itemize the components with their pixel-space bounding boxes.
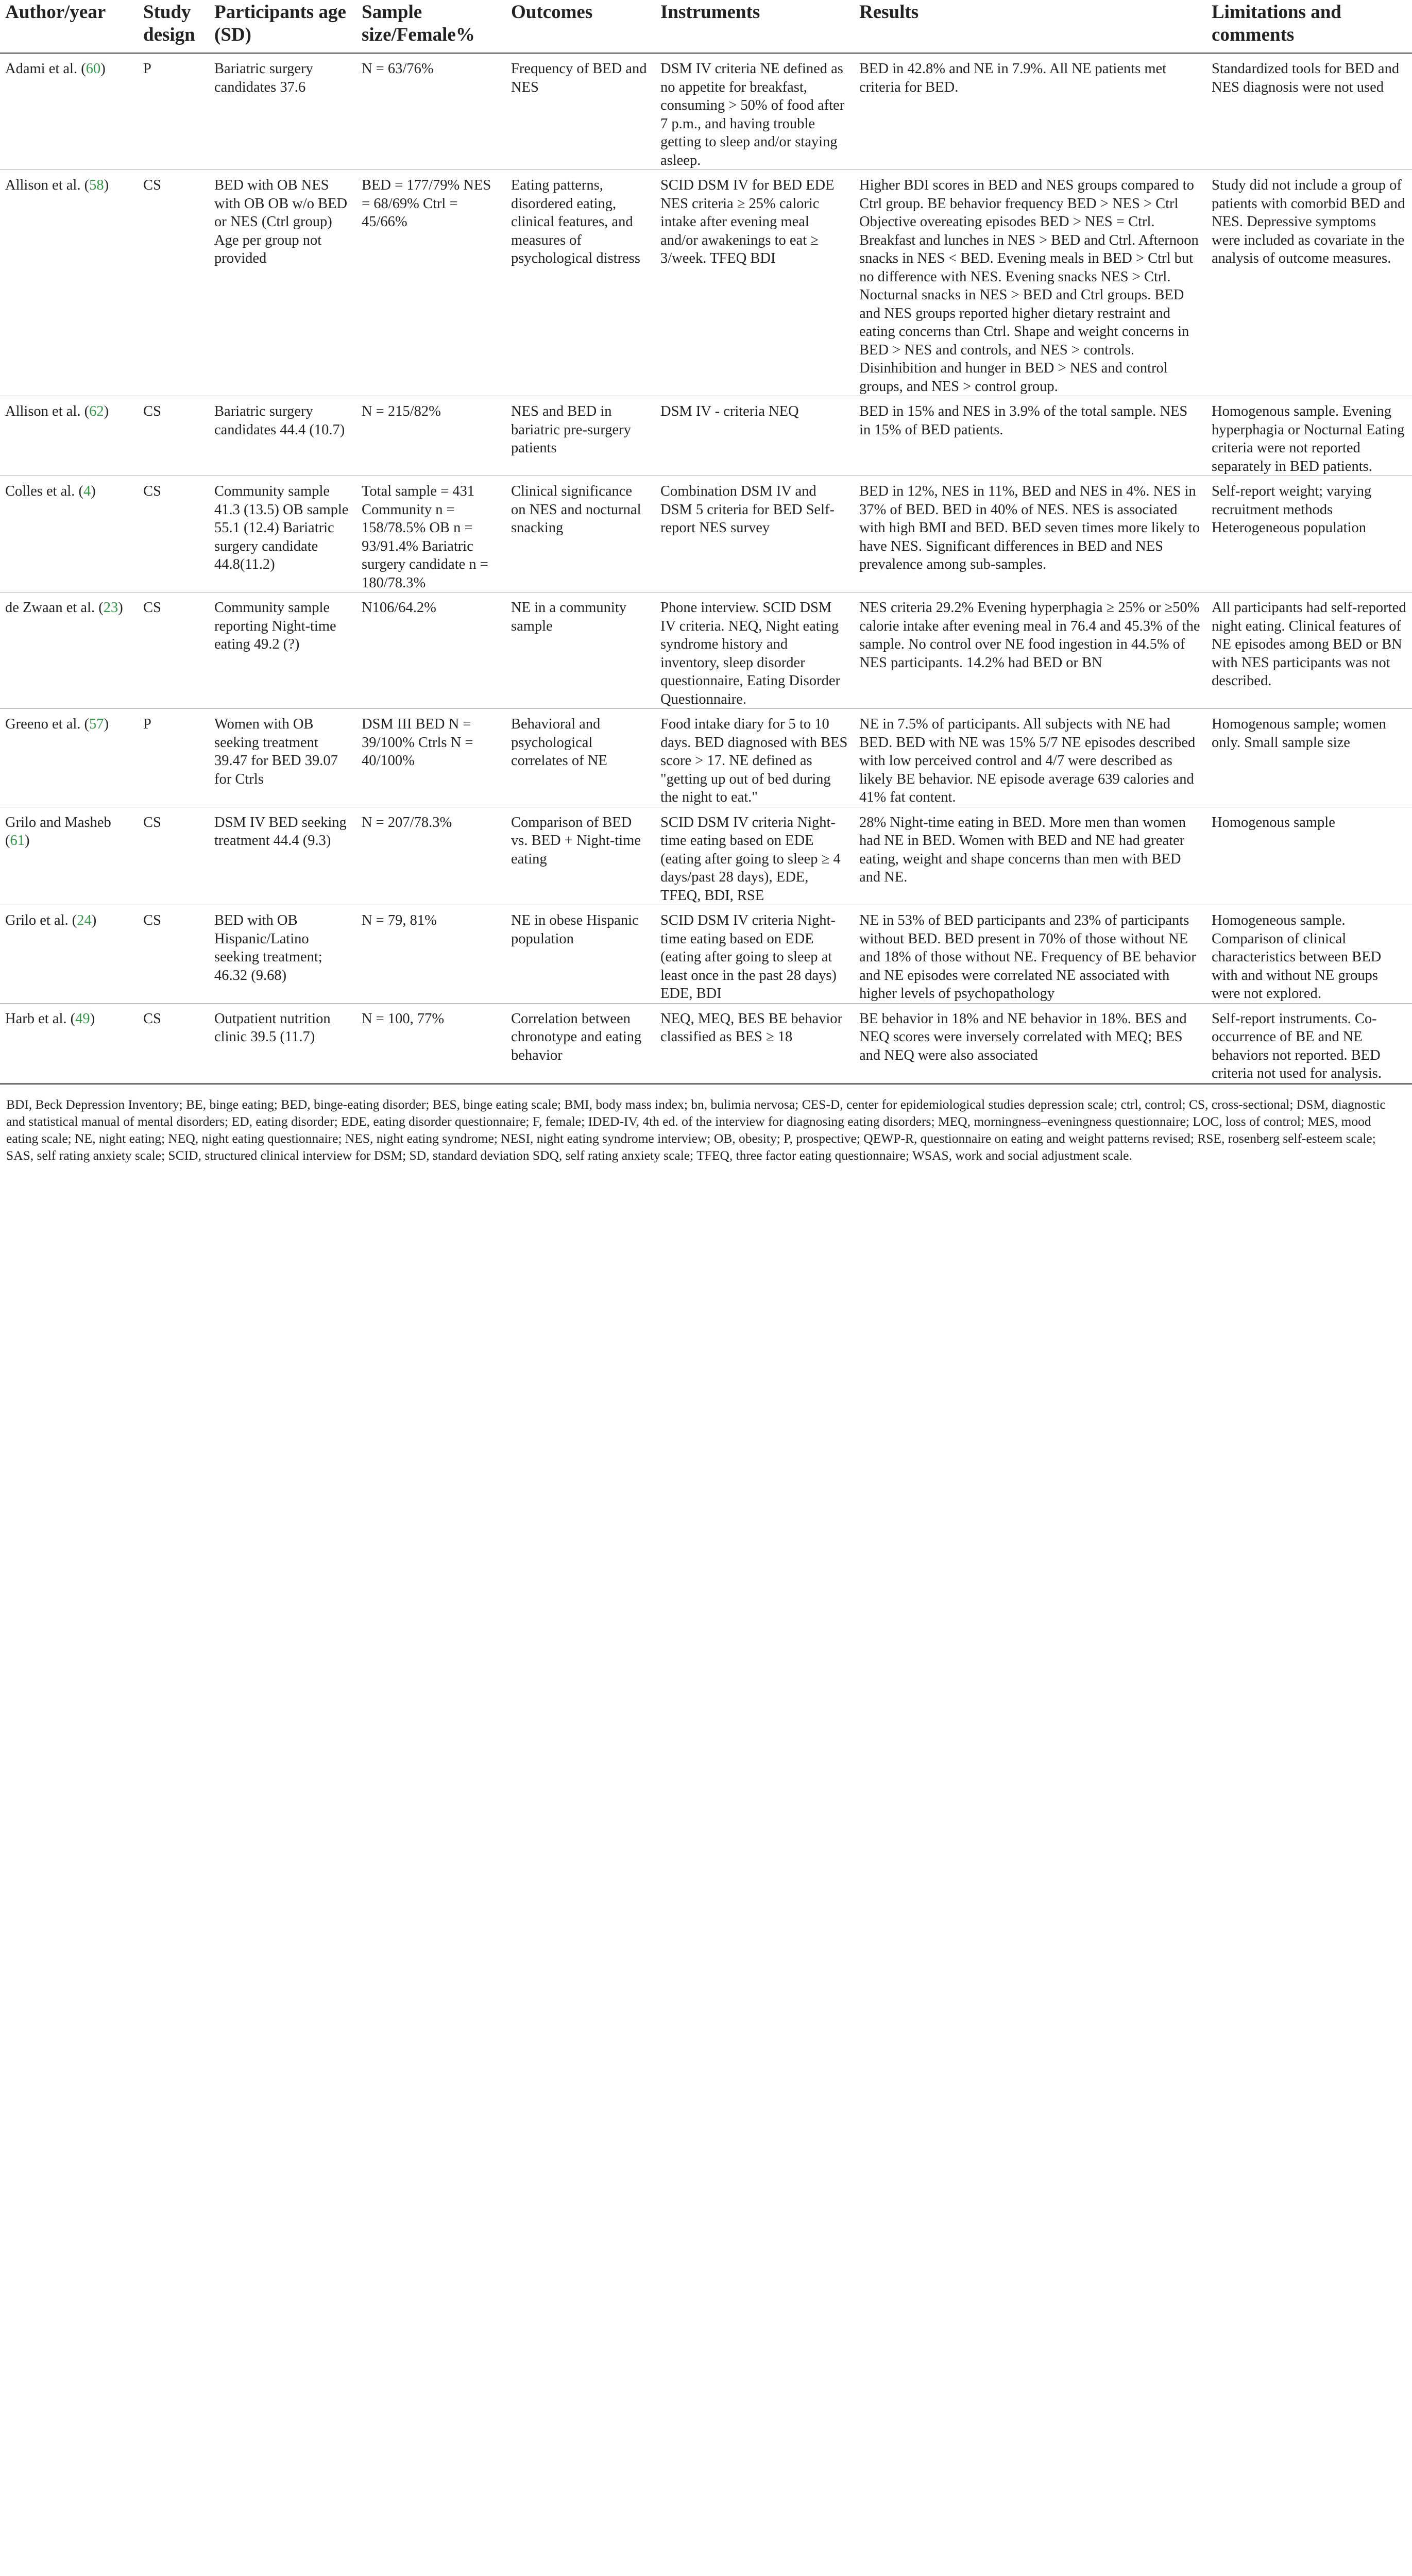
table-row — [0, 1003, 1412, 1083]
table-row — [0, 905, 1412, 1004]
header-results: Results — [854, 0, 1206, 53]
cell-results: BED in 12%, NES in 11%, BED and NES in 4%. NES in 37% of BED. BED in 40% of NES. NES is associated with high BMI and BED. BED seven times more likely to have NES. Significant differences in BED and NES prevalence among sub-samples. — [854, 476, 1206, 592]
header-limitations: Limitations and comments — [1206, 0, 1412, 53]
reference-link[interactable]: 24 — [77, 912, 92, 928]
cell-outcomes: NE in a community sample — [506, 592, 655, 709]
cell-outcomes: Eating patterns, disordered eating, clinical features, and measures of psychological distress — [506, 170, 655, 396]
table-row — [0, 396, 1412, 476]
author-name: Harb et al. — [5, 1010, 67, 1027]
cell-participants: Women with OB seeking treatment 39.47 for BED 39.07 for Ctrls — [209, 709, 356, 807]
cell-design: CS — [138, 396, 209, 476]
cell-design: CS — [138, 905, 209, 1004]
table-row — [0, 592, 1412, 709]
cell-outcomes: Comparison of BED vs. BED + Night-time eating — [506, 807, 655, 905]
cell-instruments: Food intake diary for 5 to 10 days. BED diagnosed with BES score > 17. NE defined as "getting up out of bed during the night to eat." — [655, 709, 854, 807]
cell-sample: N = 79, 81% — [356, 905, 506, 1004]
cell-sample: DSM III BED N = 39/100% Ctrls N = 40/100% — [356, 709, 506, 807]
cell-results: BE behavior in 18% and NE behavior in 18%. BES and NEQ scores were inversely correlated with MEQ; BES and NEQ were also associated — [854, 1003, 1206, 1083]
cell-instruments: DSM IV criteria NE defined as no appetite for breakfast, consuming > 50% of food after 7 p.m., and having trouble getting to sleep and/or staying asleep. — [655, 53, 854, 170]
cell-limitations: Homogenous sample; women only. Small sample size — [1206, 709, 1412, 807]
table-row — [0, 53, 1412, 170]
cell-limitations: Homogeneous sample. Comparison of clinical characteristics between BED with and without NE groups were not explored. — [1206, 905, 1412, 1004]
reference-link[interactable]: 61 — [10, 833, 25, 849]
cell-outcomes: NE in obese Hispanic population — [506, 905, 655, 1004]
cell-sample: N = 100, 77% — [356, 1003, 506, 1083]
cell-participants: Community sample reporting Night-time eating 49.2 (?) — [209, 592, 356, 709]
header-author: Author/year — [0, 0, 138, 53]
table-row — [0, 476, 1412, 592]
table-row — [0, 807, 1412, 905]
cell-participants: BED with OB NES with OB OB w/o BED or NES (Ctrl group) Age per group not provided — [209, 170, 356, 396]
cell-results: NES criteria 29.2% Evening hyperphagia ≥ 25% or ≥50% calorie intake after evening meal in 76.4 and 45.3% of the sample. No control over NE food ingestion in 44.5% of NES participants. 14.2% had BED or BN — [854, 592, 1206, 709]
cell-sample: BED = 177/79% NES = 68/69% Ctrl = 45/66% — [356, 170, 506, 396]
cell-author: Grilo et al. (24) — [0, 905, 138, 1004]
cell-author: Allison et al. (62) — [0, 396, 138, 476]
author-name: de Zwaan et al. — [5, 600, 95, 616]
table-row — [0, 170, 1412, 396]
cell-outcomes: Clinical significance on NES and nocturnal snacking — [506, 476, 655, 592]
cell-participants: Outpatient nutrition clinic 39.5 (11.7) — [209, 1003, 356, 1083]
cell-results: 28% Night-time eating in BED. More men than women had NE in BED. Women with BED and NE had greater eating, weight and shape concerns than men with BED and NE. — [854, 807, 1206, 905]
cell-design: CS — [138, 807, 209, 905]
cell-instruments: SCID DSM IV criteria Night-time eating based on EDE (eating after going to sleep ≥ 4 days/past 28 days), EDE, TFEQ, BDI, RSE — [655, 807, 854, 905]
cell-author: Grilo and Masheb (61) — [0, 807, 138, 905]
reference-link[interactable]: 58 — [89, 177, 104, 193]
cell-participants: Community sample 41.3 (13.5) OB sample 55.1 (12.4) Bariatric surgery candidate 44.8(11.2) — [209, 476, 356, 592]
cell-instruments: Combination DSM IV and DSM 5 criteria for BED Self-report NES survey — [655, 476, 854, 592]
cell-limitations: All participants had self-reported night eating. Clinical features of NE episodes among BED or BN with NES participants was not described. — [1206, 592, 1412, 709]
reference-link[interactable]: 62 — [89, 403, 104, 419]
cell-participants: DSM IV BED seeking treatment 44.4 (9.3) — [209, 807, 356, 905]
reference-link[interactable]: 4 — [83, 483, 91, 499]
cell-author: Colles et al. (4) — [0, 476, 138, 592]
cell-results: Higher BDI scores in BED and NES groups compared to Ctrl group. BE behavior frequency BED > NES > Ctrl Objective overeating episodes BED > NES = Ctrl. Breakfast and lunches in NES > BED and Ctrl. Afternoon snacks in NES < BED. Evening meals in BED > Ctrl but no difference with NES. Evening snacks NES > Ctrl. Nocturnal snacks in NES > BED and Ctrl groups. BED and NES groups reported higher dietary restraint and eating concerns than Ctrl. Shape and weight concerns in BED > NES and controls, and NES > controls. Disinhibition and hunger in BED > NES and control groups, and NES > control group. — [854, 170, 1206, 396]
cell-participants: BED with OB Hispanic/Latino seeking treatment; 46.32 (9.68) — [209, 905, 356, 1004]
header-row — [0, 0, 1412, 53]
cell-limitations: Self-report weight; varying recruitment methods Heterogeneous population — [1206, 476, 1412, 592]
header-outcomes: Outcomes — [506, 0, 655, 53]
header-participants: Participants age (SD) — [209, 0, 356, 53]
evidence-table-page — [0, 0, 1412, 1164]
cell-author: Harb et al. (49) — [0, 1003, 138, 1083]
author-name: Colles et al. — [5, 483, 75, 499]
cell-limitations: Homogenous sample. Evening hyperphagia or Nocturnal Eating criteria were not reported separately in BED patients. — [1206, 396, 1412, 476]
reference-link[interactable]: 49 — [75, 1010, 90, 1027]
header-design: Study design — [138, 0, 209, 53]
cell-sample: N = 63/76% — [356, 53, 506, 170]
cell-results: NE in 53% of BED participants and 23% of participants without BED. BED present in 70% of those without NE and 18% of those without NE. Frequency of BE behavior and NE episodes were correlated NE associated with higher levels of psychopathology — [854, 905, 1206, 1004]
table-footnote: BDI, Beck Depression Inventory; BE, binge eating; BED, binge-eating disorder; BES, binge eating scale; BMI, body mass index; bn, bulimia nervosa; CES-D, center for epidemiological studies depression scale; ctrl, control; CS, cross-sectional; DSM, diagnostic and statistical manual of mental disorders; ED, eating disorder; EDE, eating disorder questionnaire; F, female; IDED-IV, 4th ed. of the interview for diagnosing eating disorders; MEQ, morningness–eveningness questionnaire; LOC, loss of control; MES, mood eating scale; NE, night eating; NEQ, night eating questionnaire; NES, night eating syndrome; NESI, night eating syndrome interview; OB, obesity; P, prospective; QEWP-R, questionnaire on eating and weight patterns revised; RSE, rosenberg self-esteem scale; SAS, self rating anxiety scale; SCID, structured clinical interview for DSM; SD, standard deviation SDQ, self rating anxiety scale; TFEQ, three factor eating questionnaire; WSAS, work and social adjustment scale. — [0, 1083, 1412, 1164]
cell-instruments: DSM IV - criteria NEQ — [655, 396, 854, 476]
cell-design: CS — [138, 592, 209, 709]
cell-design: CS — [138, 1003, 209, 1083]
cell-author: de Zwaan et al. (23) — [0, 592, 138, 709]
cell-outcomes: Frequency of BED and NES — [506, 53, 655, 170]
reference-link[interactable]: 23 — [103, 600, 118, 616]
cell-results: NE in 7.5% of participants. All subjects with NE had BED. BED with NE was 15% 5/7 NE episodes described with low perceived control and 4/7 were described as likely BE behavior. NE episode average 639 calories and 41% fat content. — [854, 709, 1206, 807]
cell-sample: Total sample = 431 Community n = 158/78.5% OB n = 93/91.4% Bariatric surgery candidate n = 180/78.3% — [356, 476, 506, 592]
cell-instruments: SCID DSM IV criteria Night-time eating based on EDE (eating after going to sleep at least once in the past 28 days) EDE, BDI — [655, 905, 854, 1004]
reference-link[interactable]: 60 — [86, 61, 101, 77]
author-name: Grilo and Masheb — [5, 814, 111, 831]
cell-results: BED in 15% and NES in 3.9% of the total sample. NES in 15% of BED patients. — [854, 396, 1206, 476]
author-name: Greeno et al. — [5, 716, 81, 732]
header-instruments: Instruments — [655, 0, 854, 53]
cell-design: CS — [138, 476, 209, 592]
header-sample: Sample size/Female% — [356, 0, 506, 53]
cell-outcomes: Correlation between chronotype and eating behavior — [506, 1003, 655, 1083]
cell-instruments: NEQ, MEQ, BES BE behavior classified as BES ≥ 18 — [655, 1003, 854, 1083]
cell-author: Allison et al. (58) — [0, 170, 138, 396]
author-name: Adami et al. — [5, 61, 78, 77]
studies-table — [0, 0, 1412, 1083]
reference-link[interactable]: 57 — [89, 716, 104, 732]
author-name: Allison et al. — [5, 403, 81, 419]
cell-limitations: Homogenous sample — [1206, 807, 1412, 905]
cell-instruments: Phone interview. SCID DSM IV criteria. NEQ, Night eating syndrome history and inventory, sleep disorder questionnaire, Eating Disorder Questionnaire. — [655, 592, 854, 709]
cell-design: CS — [138, 170, 209, 396]
cell-limitations: Self-report instruments. Co-occurrence of BE and NE behaviors not reported. BED criteria not used for analysis. — [1206, 1003, 1412, 1083]
cell-design: P — [138, 53, 209, 170]
cell-author: Adami et al. (60) — [0, 53, 138, 170]
cell-outcomes: NES and BED in bariatric pre-surgery patients — [506, 396, 655, 476]
cell-participants: Bariatric surgery candidates 44.4 (10.7) — [209, 396, 356, 476]
cell-sample: N106/64.2% — [356, 592, 506, 709]
cell-results: BED in 42.8% and NE in 7.9%. All NE patients met criteria for BED. — [854, 53, 1206, 170]
author-name: Allison et al. — [5, 177, 81, 193]
cell-sample: N = 215/82% — [356, 396, 506, 476]
cell-limitations: Standardized tools for BED and NES diagnosis were not used — [1206, 53, 1412, 170]
cell-outcomes: Behavioral and psychological correlates of NE — [506, 709, 655, 807]
table-row — [0, 709, 1412, 807]
table-body — [0, 53, 1412, 1083]
cell-instruments: SCID DSM IV for BED EDE NES criteria ≥ 25% caloric intake after evening meal and/or awakenings to eat ≥ 3/week. TFEQ BDI — [655, 170, 854, 396]
cell-design: P — [138, 709, 209, 807]
cell-author: Greeno et al. (57) — [0, 709, 138, 807]
cell-sample: N = 207/78.3% — [356, 807, 506, 905]
table-header — [0, 0, 1412, 53]
cell-limitations: Study did not include a group of patients with comorbid BED and NES. Depressive symptoms were included as covariate in the analysis of outcome measures. — [1206, 170, 1412, 396]
author-name: Grilo et al. — [5, 912, 69, 928]
cell-participants: Bariatric surgery candidates 37.6 — [209, 53, 356, 170]
